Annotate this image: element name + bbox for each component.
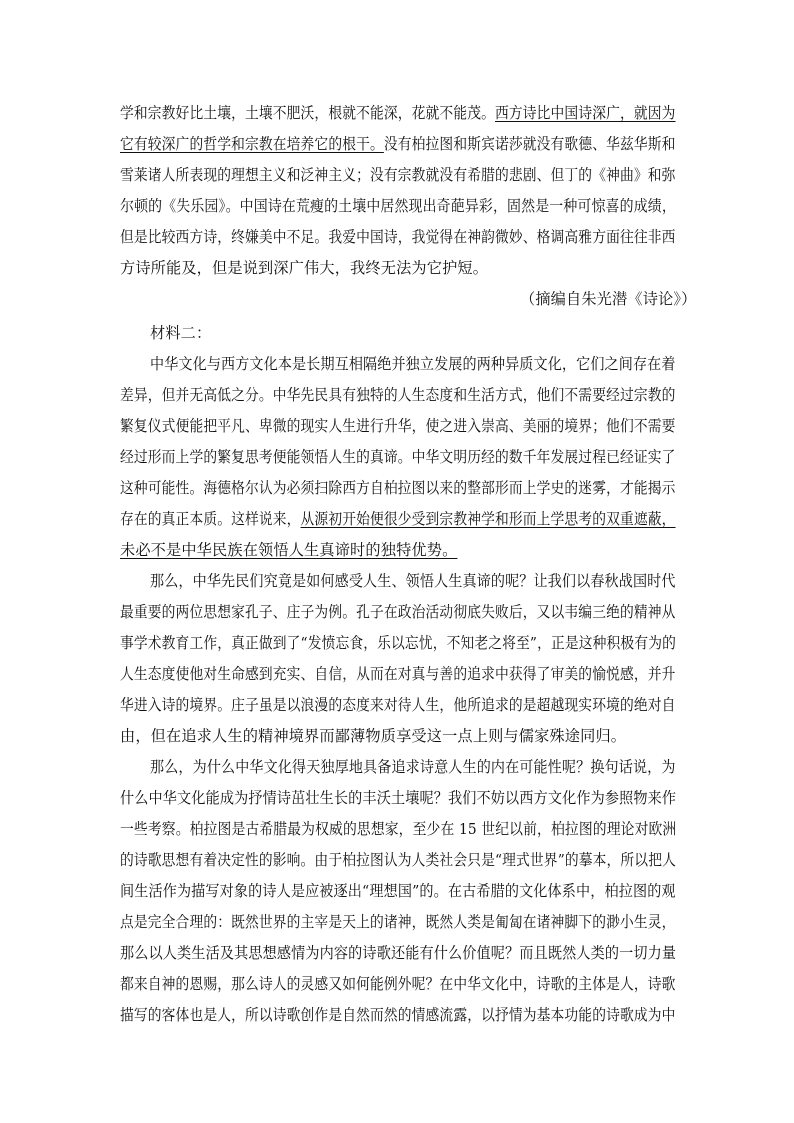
p3-line-1: 那么，中华先民们究竟是如何感受人生、领悟人生真谛的呢？让我们以春秋战国时代	[150, 572, 676, 590]
p4-line-3: 一些考察。柏拉图是古希腊最为权威的思想家，至少在 15 世纪以前，柏拉图的理论对欧洲	[120, 820, 677, 838]
source-citation: （摘编自朱光潜《诗论》）	[520, 290, 697, 308]
material-2-label: 材料二：	[150, 324, 212, 342]
p1-line-1	[120, 103, 676, 123]
underlined-text: 西方诗比中国诗深广，就因为	[494, 104, 676, 122]
p1-line-6: 方诗所能及，但是说到深广伟大，我终无法为它护短。	[120, 259, 489, 277]
p4-line-2: 什么中华文化能成为抒情诗茁壮生长的丰沃土壤呢？我们不妨以西方文化作为参照物来作	[120, 789, 677, 807]
p1-line-4: 尔顿的《失乐园》。中国诗在荒瘦的土壤中居然现出奇葩异彩，固然是一种可惊喜的成绩，	[120, 197, 676, 215]
p4-line-6: 点是完全合理的：既然世界的主宰是天上的诸神，既然人类是匍匐在诸神脚下的渺小生灵，	[120, 913, 676, 931]
p2-line-7	[120, 540, 457, 560]
p2-line-6	[120, 509, 676, 529]
p1-line-5: 但是比较西方诗，终嫌美中不足。我爱中国诗，我觉得在神韵微妙、格调高雅方面往往非西	[120, 228, 676, 246]
p3-line-2: 最重要的两位思想家孔子、庄子为例。孔子在政治活动彻底失败后，又以韦编三绝的精神从	[120, 603, 676, 621]
p4-line-5: 间生活作为描写对象的诗人是应被逐出“理想国”的。在古希腊的文化体系中，柏拉图的观	[120, 882, 676, 900]
p1-line-3: 雪莱诸人所表现的理想主义和泛神主义；没有宗教就没有希腊的悲剧、但丁的《神曲》和弥	[120, 166, 676, 184]
p3-line-6: 由，但在追求人生的精神境界而鄙薄物质享受这一点上则与儒家殊途同归。	[120, 727, 627, 745]
p4-line-1: 那么，为什么中华文化得天独厚地具备追求诗意人生的内在可能性呢？换句话说，为	[150, 758, 676, 776]
p2-line-4: 经过形而上学的繁复思考便能领悟人生的真谛。中华文明历经的数千年发展过程已经证实了	[120, 448, 676, 466]
p1-text: 没有柏拉图和斯宾诺莎就没有歌德、华兹华斯和	[383, 135, 676, 153]
p1-text: 学和宗教好比土壤，土壤不肥沃，根就不能深，花就不能茂。	[120, 104, 495, 122]
p4-line-7: 那么以人类生活及其思想感情为内容的诗歌还能有什么价值呢？而且既然人类的一切力量	[120, 944, 677, 962]
p2-line-3: 繁复仪式便能把平凡、卑微的现实人生进行升华，使之进入崇高、美丽的境界；他们不需要	[120, 417, 676, 435]
p3-line-3: 事学术教育工作，真正做到了“发愤忘食，乐以忘忧，不知老之将至”，正是这种积极有为的	[120, 634, 676, 652]
underlined-text: 从源初开始便很少受到宗教神学和形而上学思考的双重遮蔽，	[300, 510, 676, 528]
underlined-text: 它有较深广的哲学和宗教在培养它的根干。	[120, 135, 384, 153]
underlined-text: 未必不是中华民族在领悟人生真谛时的独特优势。	[120, 541, 458, 559]
p2-line-5: 这种可能性。海德格尔认为必须扫除西方自柏拉图以来的整部形而上学史的迷雾，才能揭示	[120, 479, 676, 497]
p4-line-4: 的诗歌思想有着决定性的影响。由于柏拉图认为人类社会只是“理式世界”的摹本，所以把人	[120, 851, 676, 869]
p1-line-2	[120, 134, 676, 154]
p4-line-8: 都来自神的恩赐，那么诗人的灵感又如何能例外呢？在中华文化中，诗歌的主体是人，诗歌	[120, 975, 676, 993]
p2-line-1: 中华文化与西方文化本是长期互相隔绝并独立发展的两种异质文化，它们之间存在着	[150, 355, 676, 373]
p2-line-2: 差异，但并无高低之分。中华先民具有独特的人生态度和生活方式，他们不需要经过宗教的	[120, 386, 676, 404]
p3-line-4: 人生态度使他对生命感到充实、自信，从而在对真与善的追求中获得了审美的愉悦感，并升	[120, 665, 676, 683]
p4-line-9: 描写的客体也是人，所以诗歌创作是自然而然的情感流露，以抒情为基本功能的诗歌成为中	[120, 1006, 676, 1024]
p2-text: 存在的真正本质。这样说来，	[120, 510, 301, 528]
p3-line-5: 华进入诗的境界。庄子虽是以浪漫的态度来对待人生，他所追求的是超越现实环境的绝对自	[120, 696, 676, 714]
